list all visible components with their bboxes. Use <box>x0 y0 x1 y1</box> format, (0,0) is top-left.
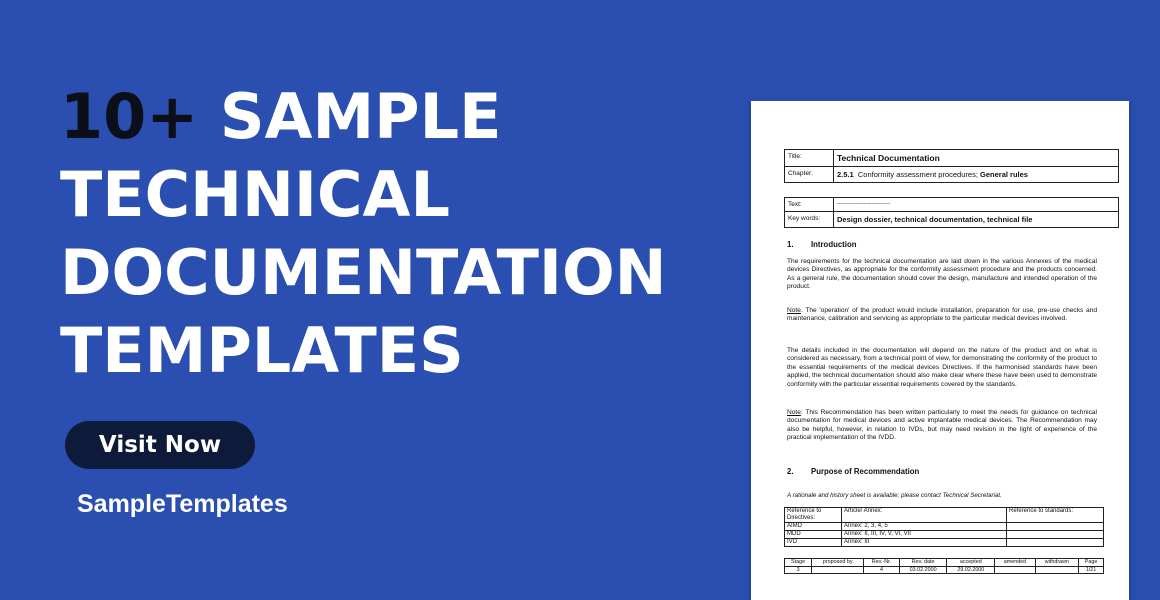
stage-header: withdrawn <box>1035 559 1078 567</box>
meta-keywords-value: Design dossier, technical documentation, technical file <box>834 212 1119 228</box>
ref-header-annex: Article/ Annex: <box>842 508 1007 523</box>
meta-title-value: Technical Documentation <box>834 150 1119 167</box>
headline-line-1-text: SAMPLE <box>219 80 502 153</box>
paragraph-2: The details included in the documentation will depend on the nature of the product and on what is considered as necessary, from a technical point of view, for demonstrating the conformity of the product to the essential requirements of the medical devices Directives. If the harmonised standards have been applied, the technical documentation should also make clear where these have been used to demonstrate conformity with the particular essential requirements covered by the standards. <box>787 347 1097 388</box>
ref-row-standard <box>1007 539 1104 547</box>
paragraph-1: The requirements for the technical documentation are laid down in the various Annexes of the medical devices Directives, as appropriate for the conformity assessment procedure and the products concerned. As a general rule, the documentation should cover the design, manufacture and intended operation of the product. <box>787 258 1097 291</box>
stage-value: 29.02.2000 <box>947 566 995 574</box>
stage-header: accepted <box>947 559 995 567</box>
ref-row-directive: AIMD <box>785 523 842 531</box>
meta-keywords-key: Key words: <box>785 212 834 228</box>
stage-value <box>1035 566 1078 574</box>
ref-row-annex: Annex: 2, 3, 4, 5 <box>842 523 1007 531</box>
stage-value <box>995 566 1036 574</box>
stage-value: 4 <box>864 566 900 574</box>
document-preview <box>751 101 1129 600</box>
headline-line-3: DOCUMENTATION <box>60 236 667 309</box>
ref-row-standard <box>1007 531 1104 539</box>
brand-logo: SampleTemplates <box>77 490 288 518</box>
stage-value: 3 <box>785 566 812 574</box>
note-1: Note. The 'operation' of the product would include installation, preparation for use, pre-use checks and maintenance, calibration and servicing as appropriate to the particular medical devices involved. <box>787 307 1097 323</box>
stage-value: 1/21 <box>1079 566 1104 574</box>
ref-header-directives: Reference to Directives: <box>785 508 842 523</box>
meta-title-key: Title: <box>785 150 834 167</box>
stage-header: Page <box>1079 559 1104 567</box>
ref-row-annex: Annex: II, III, IV, V, VI, VII <box>842 531 1007 539</box>
headline-line-1 <box>60 78 740 156</box>
reference-table <box>784 507 1104 547</box>
stage-value <box>812 566 864 574</box>
stage-header: Stage <box>785 559 812 567</box>
meta-chapter-value: 2.5.1 Conformity assessment procedures; General rules <box>834 167 1119 183</box>
meta-text-key: Text: <box>785 198 834 212</box>
headline-line-4: TEMPLATES <box>60 314 464 387</box>
headline <box>60 78 740 390</box>
document-meta-table-top <box>784 149 1119 183</box>
document-meta-table-bottom <box>784 197 1119 228</box>
ref-row-standard <box>1007 523 1104 531</box>
headline-line-2: TECHNICAL <box>60 158 450 231</box>
section-1-heading: 1. Introduction <box>787 240 857 249</box>
stage-header: Rev.-Nr. <box>864 559 900 567</box>
ref-row-annex: Annex: III <box>842 539 1007 547</box>
stage-header: amended <box>995 559 1036 567</box>
section-2-heading: 2. Purpose of Recommendation <box>787 467 920 476</box>
stage-value: 03.02.2000 <box>899 566 947 574</box>
rationale-note: A rationale and history sheet is available; please contact Technical Secretariat. <box>787 492 1002 499</box>
stage-header: Rev. date <box>899 559 947 567</box>
ref-row-directive: IVD <box>785 539 842 547</box>
meta-chapter-key: Chapter: <box>785 167 834 183</box>
note-2: Note: This Recommendation has been written particularly to meet the needs for guidance on technical documentation for medical devices and active implantable medical devices. The Recommendation may also be helpful, however, in relation to IVDs, but may need revision in the light of experience of the practical implementation of the IVDD. <box>787 409 1097 442</box>
stage-header: proposed by <box>812 559 864 567</box>
ref-row-directive: MDD <box>785 531 842 539</box>
headline-count: 10+ <box>60 80 199 153</box>
stage-table <box>784 558 1104 574</box>
ref-header-standards: Reference to standards: <box>1007 508 1104 523</box>
meta-text-value: -------------------------------- <box>834 198 1119 212</box>
visit-now-button[interactable]: Visit Now <box>65 421 255 469</box>
